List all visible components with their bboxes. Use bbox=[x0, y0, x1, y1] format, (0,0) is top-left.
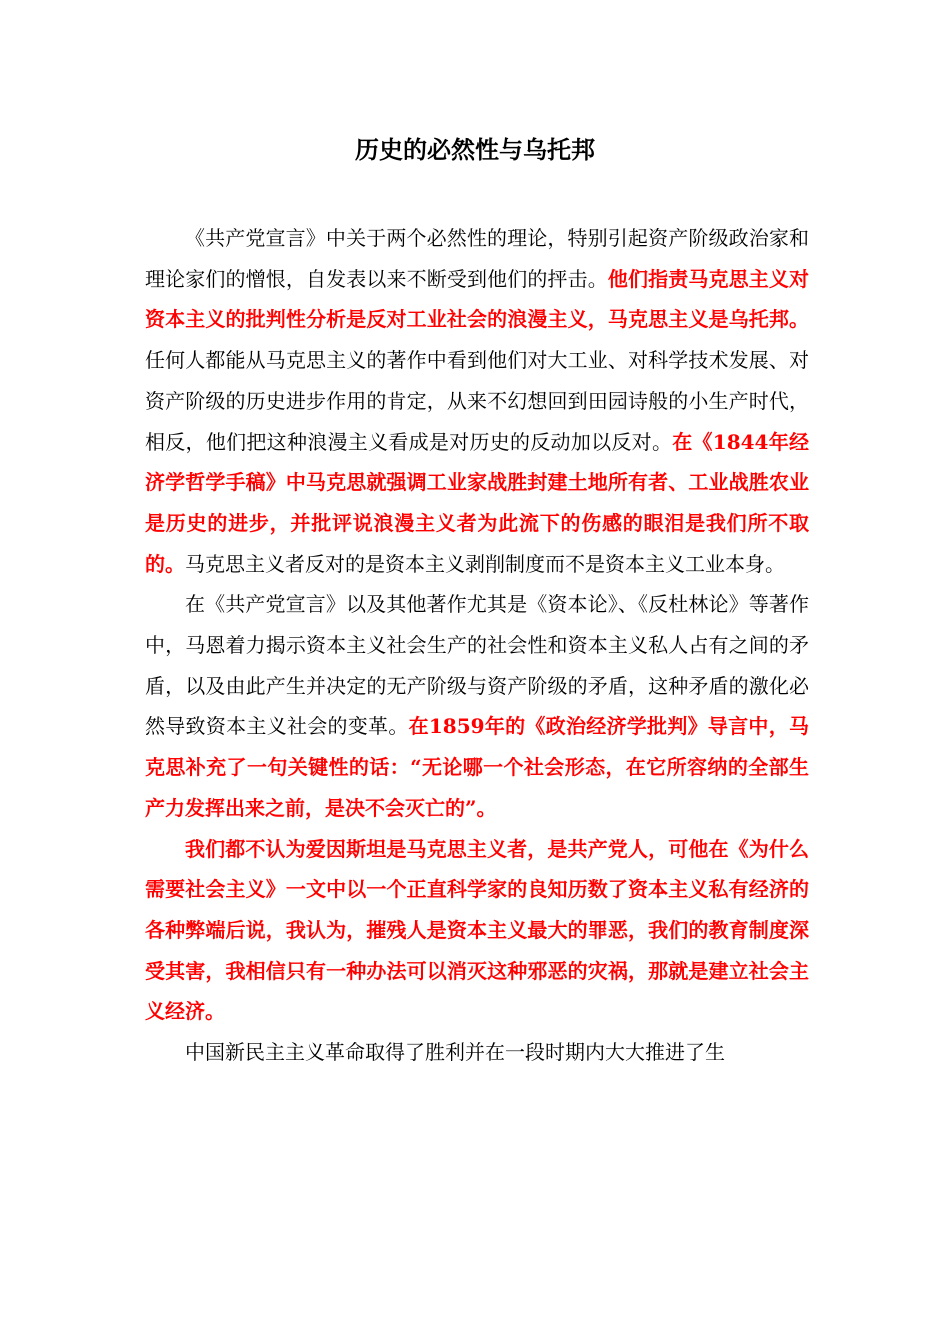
document-title: 历史的必然性与乌托邦 bbox=[355, 136, 595, 164]
paragraph-1-highlight-2: 在《1844年经济学哲学手稿》中马克思就强调工业家战胜封建土地所有者、工业战胜农业是历史的进步，并批评说浪漫主义者为此流下的伤感的眼泪是我们所不取的。 bbox=[145, 429, 809, 576]
paragraph-2-highlight-1: 在1859年的《政治经济学批判》导言中，马克思补充了一句关键性的话：“无论哪一个社会形态，在它所容纳的全部生产力发挥出来之前，是决不会灭亡的”。 bbox=[145, 714, 809, 820]
paragraph-3-highlight-1: 我们都不认为爱因斯坦是马克思主义者，是共产党人，可他在《为什么需要社会主义》一文中以一个正直科学家的良知历数了资本主义私有经济的各种弊端后说，我认为，摧残人是资本主义最大的罪恶，我们的教育制度深受其害，我相信只有一种办法可以消灭这种邪恶的灾祸，那就是建立社会主义经济。 bbox=[145, 836, 809, 1024]
paragraph-1 bbox=[145, 218, 809, 584]
paragraph-1-sentence-5: 马克思主义者反对的是资本主义剥削制度而不是资本主义工业本身。 bbox=[185, 551, 785, 576]
document-body bbox=[145, 218, 809, 1073]
paragraph-4-sentence-1: 中国新民主主义革命取得了胜利并在一段时期内大大推进了生 bbox=[185, 1040, 725, 1065]
paragraph-1-sentence-3: 任何人都能从马克思主义的著作中看到他们对大工业、对科学技术发展、对资产阶级的历史进步作用的肯定，从来不幻想回到田园诗般的小生产时代，相反，他们把这种浪漫主义看成是对历史的反动加以反对。 bbox=[145, 348, 809, 454]
paragraph-1-sentence-1: 《共产党宣言》中关于两个必然性的理论，特别引起资产阶级政治家和理论家们的憎恨，自发表以来不断受到他们的抨击。 bbox=[145, 226, 809, 291]
paragraph-4 bbox=[145, 1032, 809, 1073]
paragraph-1-highlight-1: 他们指责马克思主义对资本主义的批判性分析是反对工业社会的浪漫主义，马克思主义是乌托邦。 bbox=[145, 266, 809, 332]
paragraph-3 bbox=[145, 829, 809, 1033]
paragraph-2 bbox=[145, 584, 809, 828]
paragraph-2-sentence-1: 在《共产党宣言》以及其他著作尤其是《资本论》、《反杜林论》等著作中，马恩着力揭示资本主义社会生产的社会性和资本主义私人占有之间的矛盾，以及由此产生并决定的无产阶级与资产阶级的矛盾，这种矛盾的激化必然导致资本主义社会的变革。 bbox=[145, 592, 809, 739]
